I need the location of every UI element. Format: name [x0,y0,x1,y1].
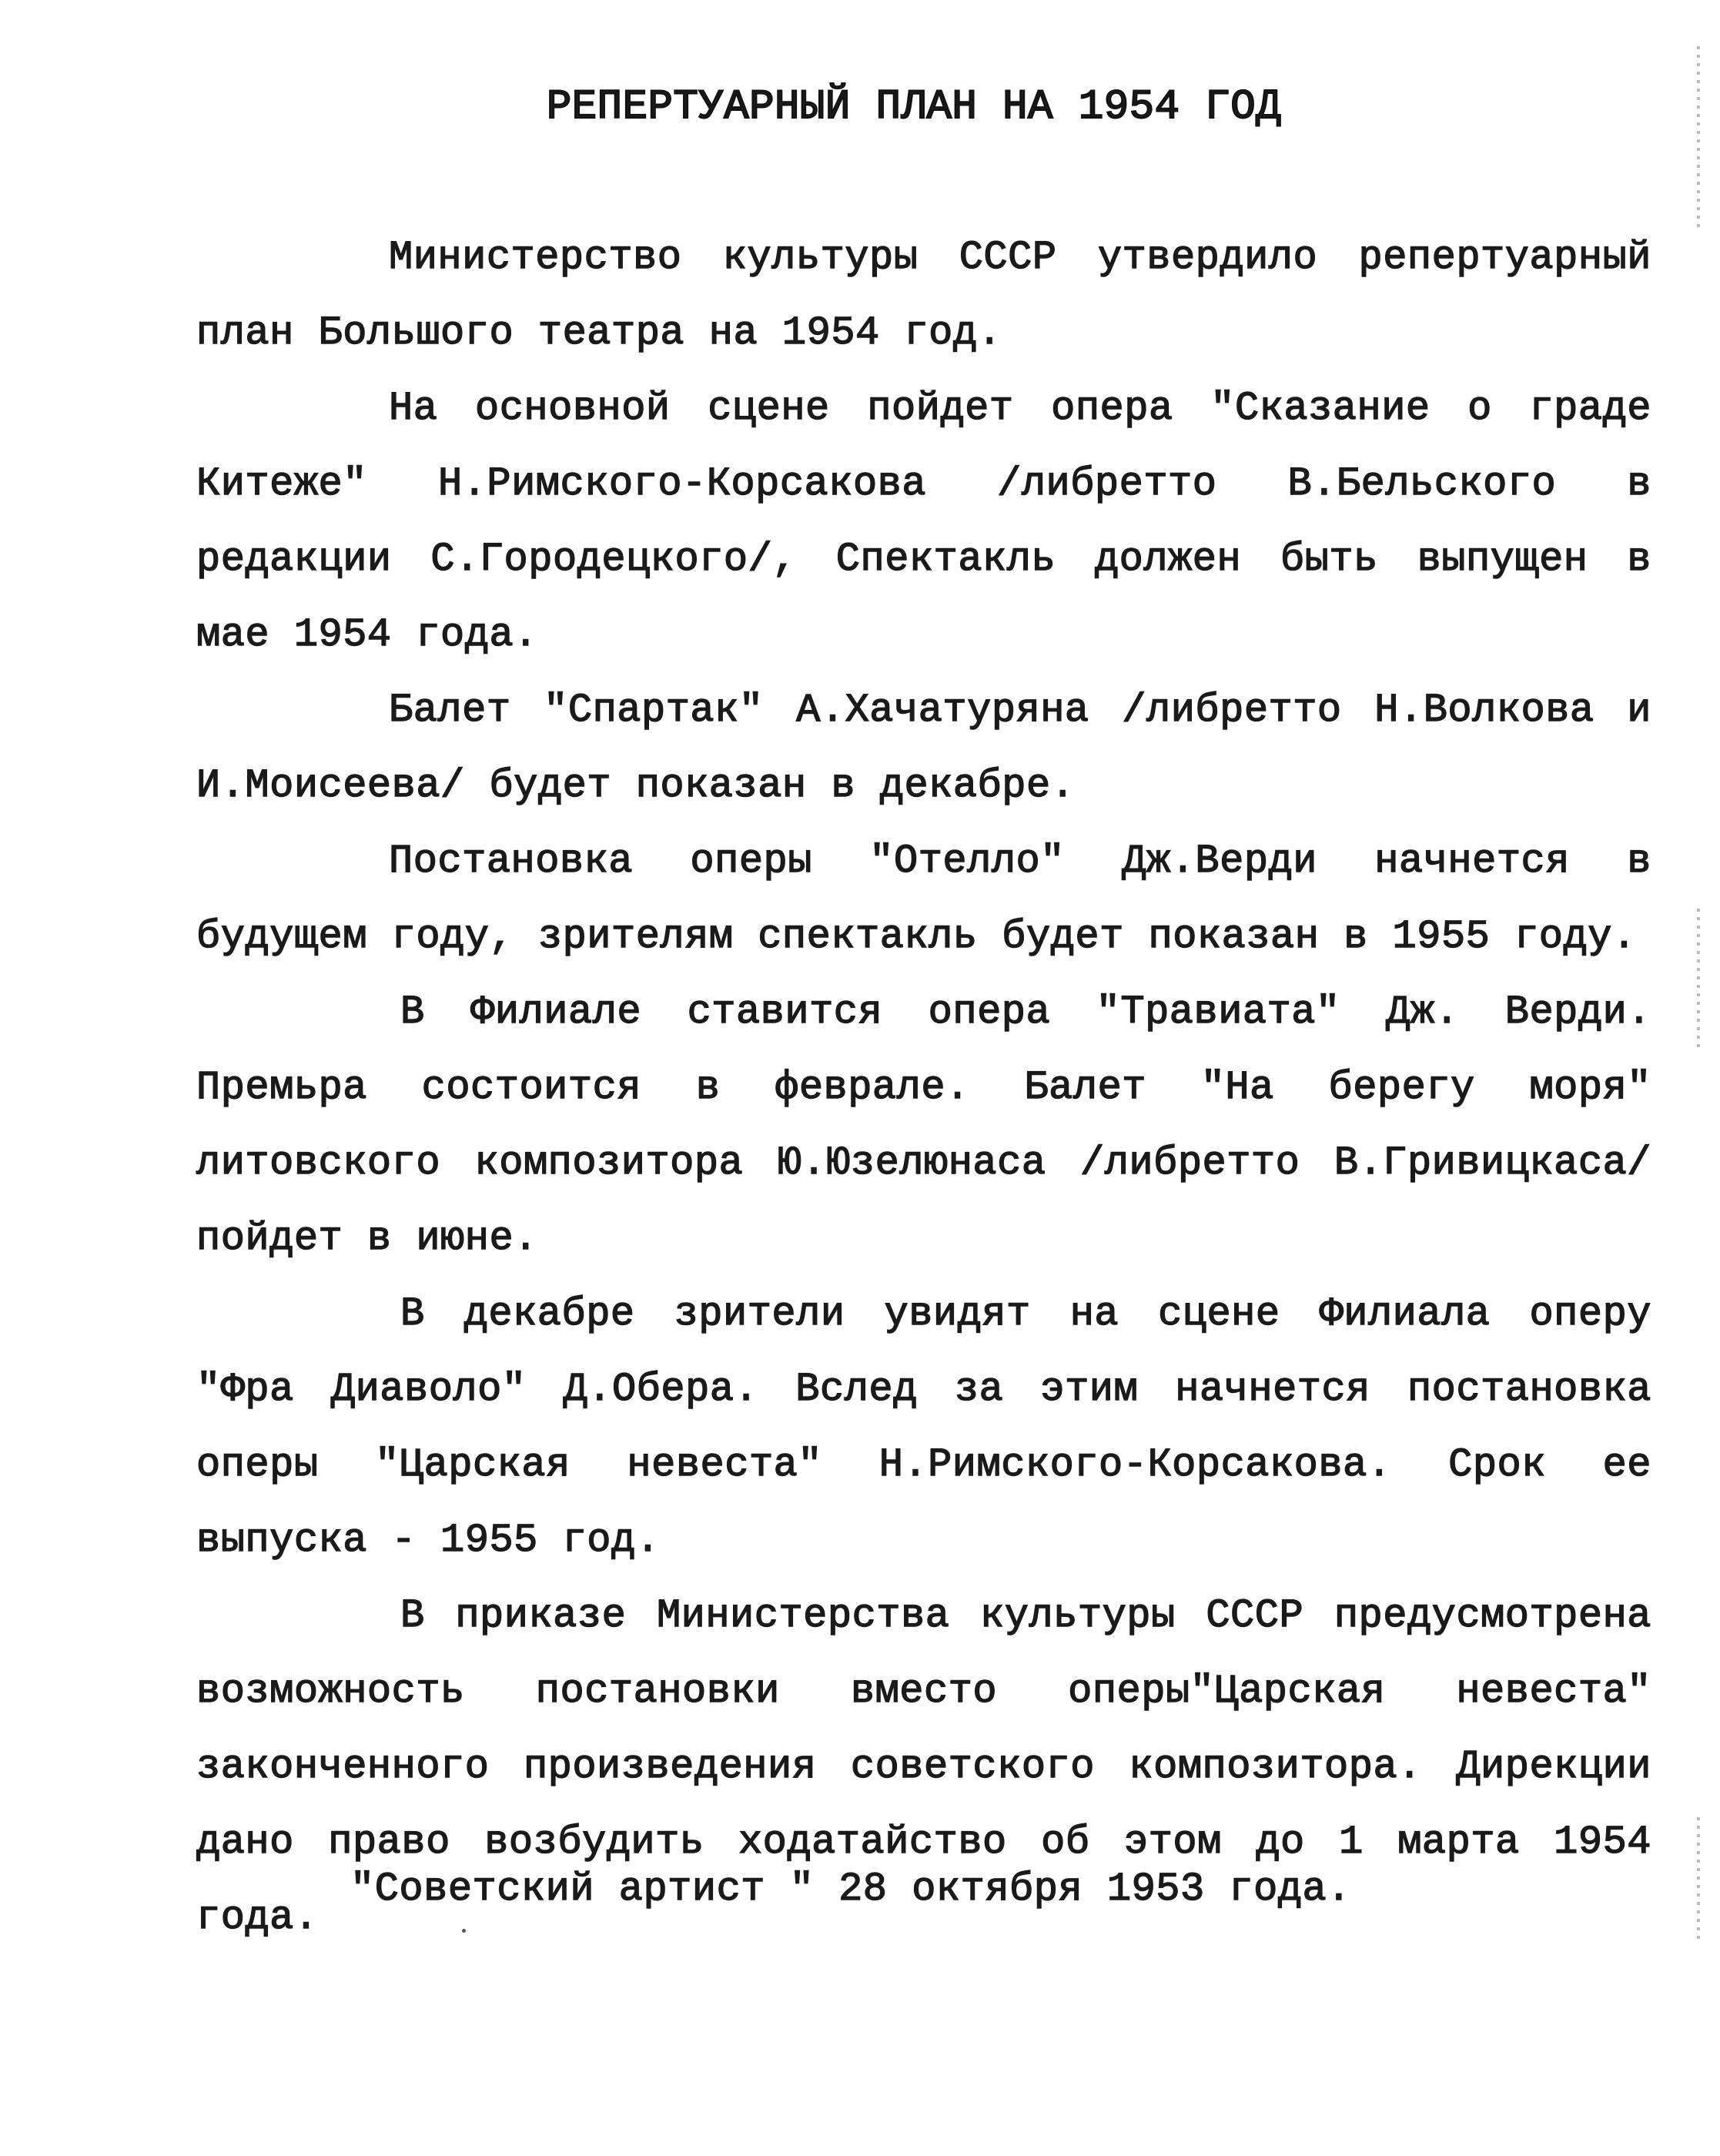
document-title: РЕПЕРТУАРНЫЙ ПЛАН НА 1954 ГОД [546,84,1282,131]
scan-speck [462,1929,466,1933]
paragraph-filial-traviata: В Филиале ставится опера "Травиата" Дж. Верди. Премьра состоится в феврале. Балет "На берегу моря" литовского композитора Ю.Юзелюнаса /либретто В.Гривицкаса/ пойдет в июне. [196,989,1651,1261]
paragraph-ministry-approval: Министерство культуры СССР утвердило репертуарный план Большого театра на 1954 год. [196,235,1651,356]
source-citation: "Советский артист " 28 октября 1953 года. [350,1866,1351,1912]
scan-edge-mark [1697,909,1700,1047]
paragraph-fra-diavolo: В декабре зрители увидят на сцене Филиала оперу "Фра Диаволо" Д.Обера. Вслед за этим начнется постановка оперы "Царская невеста" Н.Римского-Корсакова. Срок ее выпуска - 1955 год. [196,1291,1651,1563]
paragraph-spartacus-ballet: Балет "Спартак" А.Хачатуряна /либретто Н.Волкова и И.Моисеева/ будет показан в декабре. [196,688,1651,808]
scan-edge-mark [1697,1817,1700,1940]
paragraph-ministry-order: В приказе Министерства культуры СССР предусмотрена возможность постановки вместо оперы"Царская невеста" законченного произведения советского композитора. Дирекции дано право возбудить ходатайство об этом до 1 марта 1954 года. [196,1593,1651,1940]
document-body [196,220,1651,1956]
scan-edge-mark [1697,46,1700,231]
paragraph-otello-opera: Постановка оперы "Отелло" Дж.Верди начнется в будущем году, зрителям спектакль будет показан в 1955 году. [196,839,1651,959]
paragraph-kitezh-opera: На основной сцене пойдет опера "Сказание о граде Китеже" Н.Римского-Корсакова /либретто В.Бельского в редакции С.Городецкого/, Спектакль должен быть выпущен в мае 1954 года. [196,386,1651,658]
